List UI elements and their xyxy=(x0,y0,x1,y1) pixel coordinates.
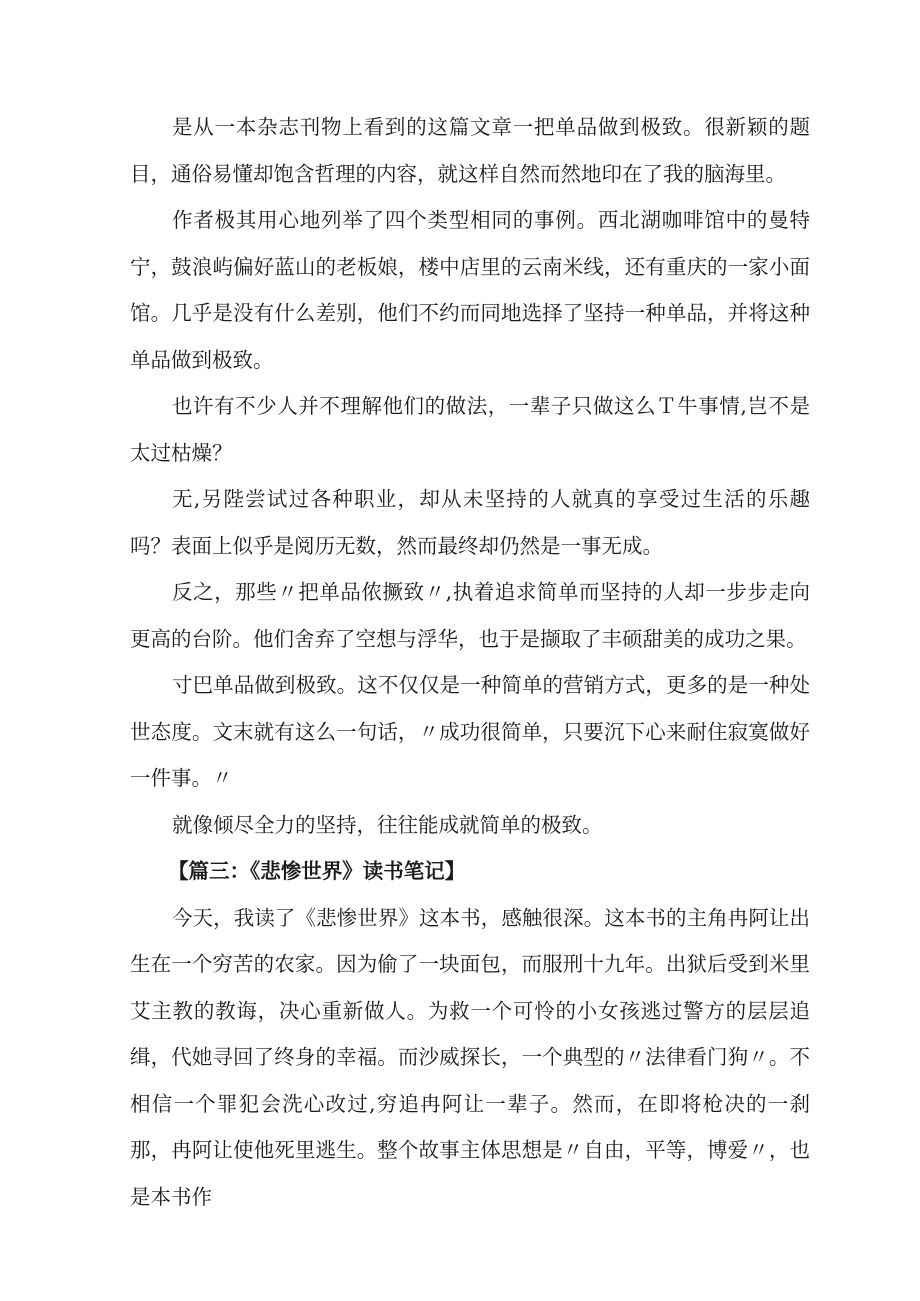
paragraph-3: 也许有不少人并不理解他们的做法，一辈子只做这么Ｔ牛事情,岂不是太过枯燥？ xyxy=(130,394,810,465)
paragraph-2: 作者极其用心地列举了四个类型相同的事例。西北湖咖啡馆中的曼特宁，鼓浪屿偏好蓝山的老板娘，楼中店里的云南米线，还有重庆的一家小面馆。几乎是没有什么差别，他们不约而同地选择了坚持一种单品，并将这种单品做到极致。 xyxy=(130,208,810,372)
paragraph-4: 无,另陛尝试过各种职业，却从未坚持的人就真的享受过生活的乐趣吗？表面上似乎是阅历无数，然而最终却仍然是一事无成。 xyxy=(130,487,810,558)
paragraph-5: 反之，那些〃把单品侬撅致〃,执着追求简单而坚持的人却一步步走向更高的台阶。他们舍弃了空想与浮华，也于是撷取了丰硕甜美的成功之果。 xyxy=(130,580,810,651)
document-body xyxy=(130,104,810,1220)
section-paragraph-1: 今天，我读了《悲惨世界》这本书，感触很深。这本书的主角冉阿让出生在一个穷苦的农家。因为偷了一块面包，而服刑十九年。出狱后受到米里艾主教的教诲，决心重新做人。为救一个可怜的小女孩逃过警方的层层追缉，代她寻回了终身的幸福。而沙威探长，一个典型的〃法律看门狗〃。不相信一个罪犯会洗心改过,穷追冉阿让一辈子。然而，在即将枪决的一刹那，冉阿让使他死里逃生。整个故事主体思想是〃自由，平等，博爱〃，也是本书作 xyxy=(130,905,810,1209)
paragraph-6: 寸巴单品做到极致。这不仅仅是一种简单的营销方式，更多的是一种处世态度。文末就有这么一句话，〃成功很简单，只要沉下心来耐住寂寞做好一件事。〃 xyxy=(130,673,810,790)
paragraph-1: 是从一本杂志刊物上看到的这篇文章一把单品做到极致。很新颖的题目，通俗易懂却饱含哲理的内容，就这样自然而然地印在了我的脑海里。 xyxy=(130,115,810,186)
paragraph-7: 就像倾尽全力的坚持，往往能成就简单的极致。 xyxy=(172,812,603,837)
section-heading: 【篇三：《悲惨世界》读书笔记】 xyxy=(168,859,466,883)
